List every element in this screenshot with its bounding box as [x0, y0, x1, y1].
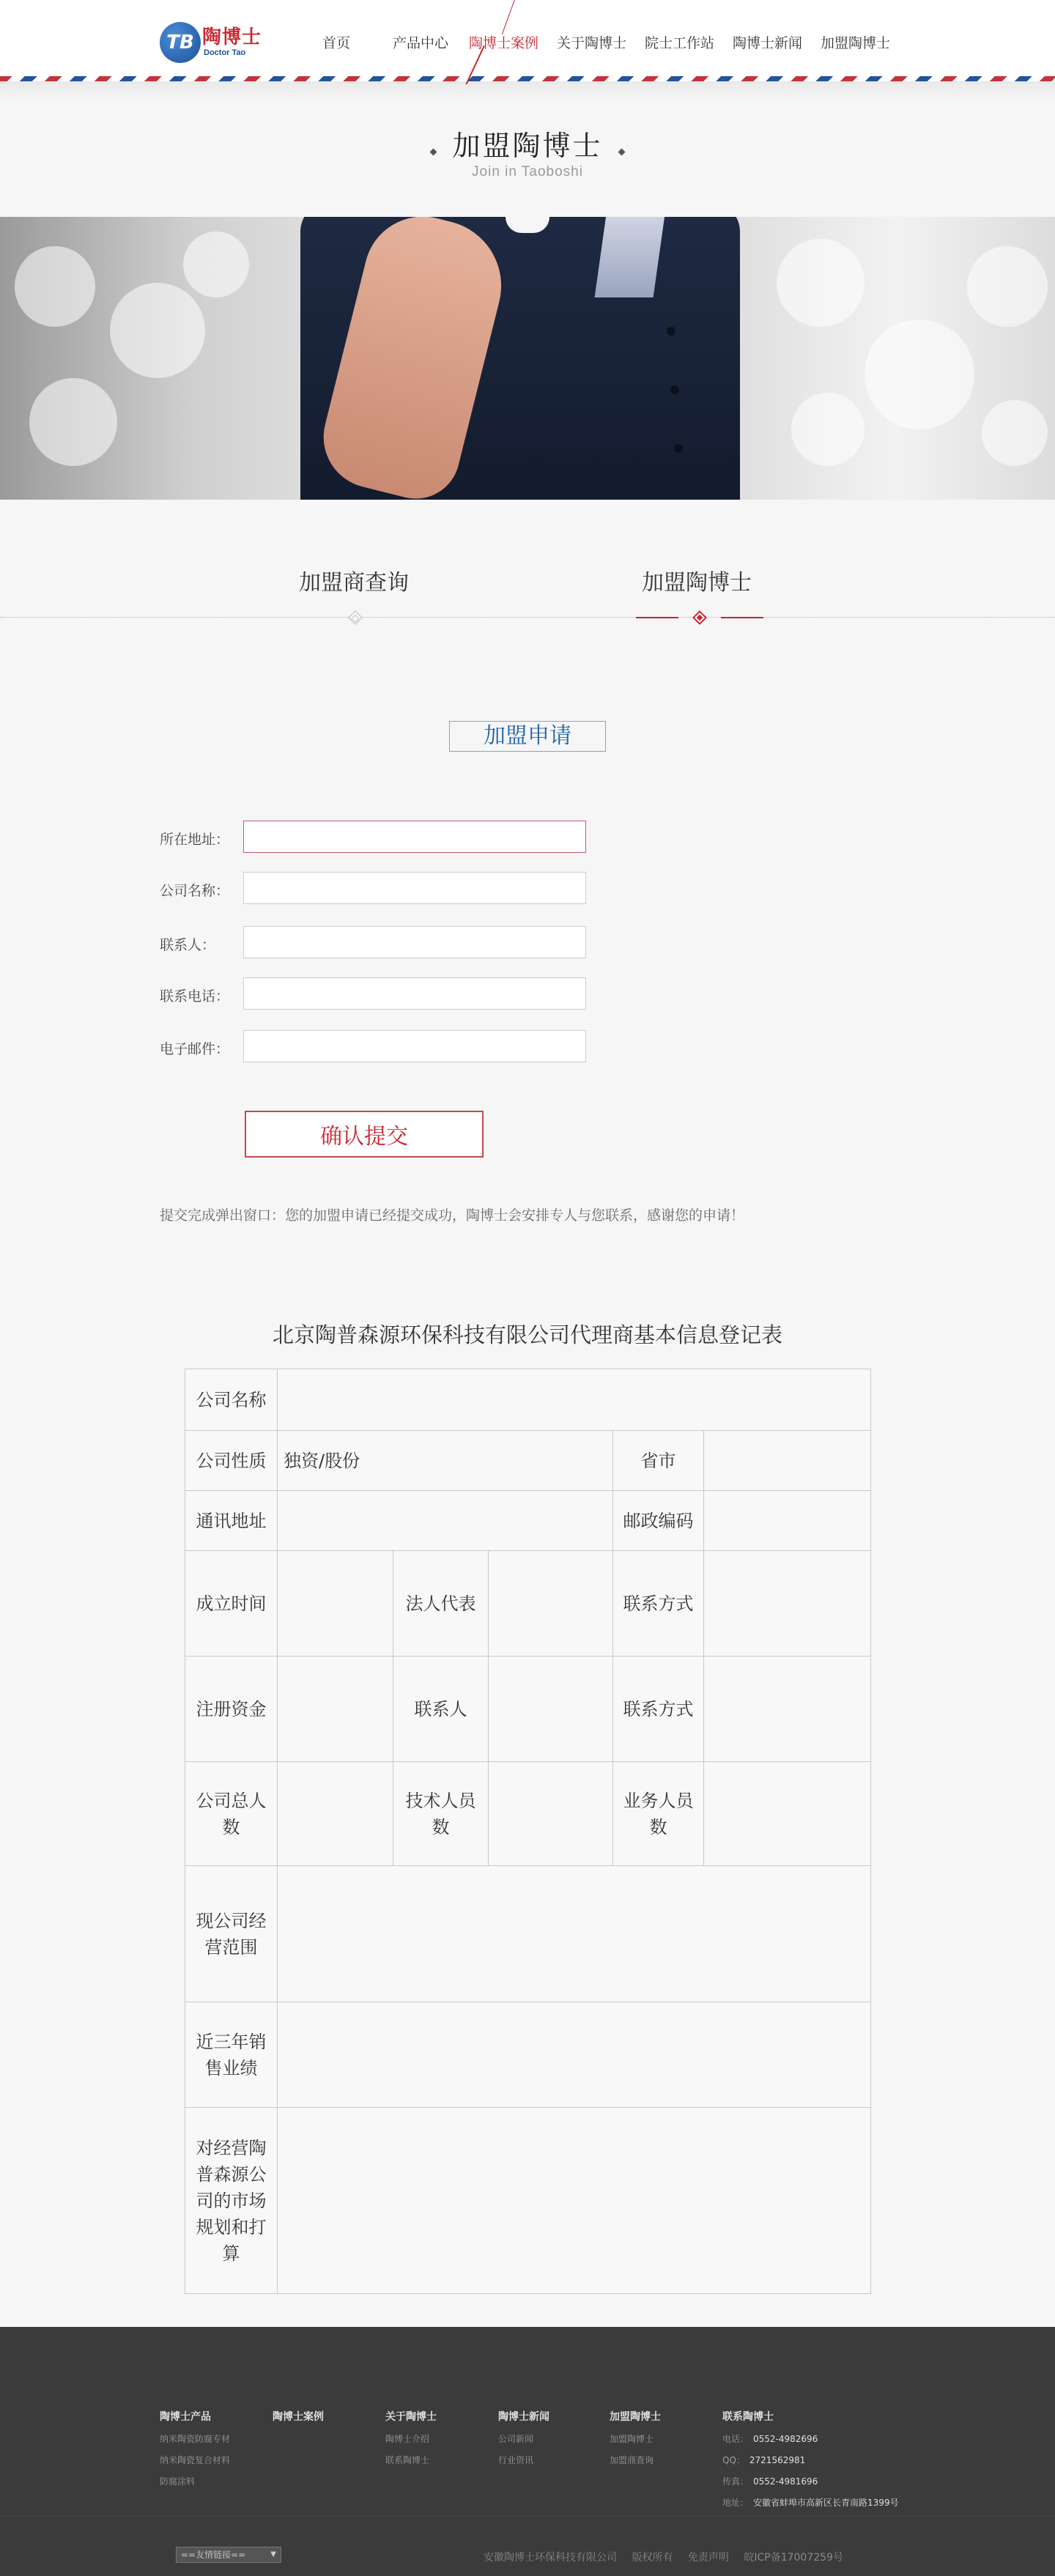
address-input[interactable]: [243, 821, 586, 853]
site-logo[interactable]: [160, 21, 267, 66]
footer-col-title: 加盟陶博士: [610, 2411, 661, 2423]
footer-link[interactable]: 加盟陶博士: [610, 2434, 654, 2444]
footer-link[interactable]: 陶博士介绍: [385, 2434, 430, 2444]
logo-tagline: Doctor Tao: [204, 48, 246, 57]
contact-label: 联系人：: [160, 937, 216, 953]
nav-accent-line: [502, 0, 517, 34]
contact-qq: QQ： 2721562981: [722, 2455, 806, 2465]
tech-staff-label: 技术人员数: [393, 1762, 489, 1866]
phone-input[interactable]: [243, 977, 586, 1010]
business-scope-label: 现公司经营范围: [185, 1866, 278, 2002]
table-row: [185, 1431, 871, 1491]
footer-link[interactable]: 联系陶博士: [385, 2455, 430, 2465]
address-label-cell: 通讯地址: [185, 1491, 278, 1551]
footer-col-title: 陶博士新闻: [498, 2411, 549, 2423]
company-label: 公司名称：: [160, 883, 230, 899]
footer-col-cases: [273, 2409, 324, 2424]
nav-home[interactable]: 首页: [322, 35, 351, 51]
contact-person-cell[interactable]: [489, 1657, 613, 1762]
footer-link[interactable]: 防腐涂料: [160, 2476, 196, 2487]
table-row: [185, 1491, 871, 1551]
form-row-contact: [160, 926, 599, 958]
submit-button[interactable]: 确认提交: [245, 1111, 484, 1158]
postcode-cell[interactable]: [704, 1491, 871, 1551]
copyright: [484, 2550, 855, 2564]
sales-staff-label: 业务人员数: [613, 1762, 704, 1866]
nav-products[interactable]: 产品中心: [393, 35, 449, 51]
founded-label: 成立时间: [185, 1551, 278, 1657]
footer-col-title[interactable]: 陶博士案例: [273, 2411, 324, 2423]
sales-staff-cell[interactable]: [704, 1762, 871, 1866]
registration-table: [185, 1369, 871, 2294]
page-subtitle: Join in Taoboshi: [472, 164, 583, 179]
footer-link[interactable]: 行业资讯: [498, 2455, 534, 2465]
form-heading: 加盟申请: [449, 721, 606, 752]
nav-news[interactable]: 陶博士新闻: [733, 35, 803, 51]
table-row: [185, 1762, 871, 1866]
company-name-label: 公司名称: [185, 1369, 278, 1431]
province-label: 省市: [613, 1431, 704, 1491]
company-type-label: 公司性质: [185, 1431, 278, 1491]
table-row: [185, 1657, 871, 1762]
capital-label: 注册资金: [185, 1657, 278, 1762]
tab-join[interactable]: 加盟陶博士: [642, 570, 752, 596]
copyright-rights: 版权所有: [632, 2552, 673, 2564]
email-input[interactable]: [243, 1030, 586, 1062]
diamond-icon: [618, 149, 625, 156]
site-footer: [0, 2327, 1055, 2576]
table-row: [185, 1369, 871, 1431]
table-row: [185, 2002, 871, 2108]
tech-staff-cell[interactable]: [489, 1762, 613, 1866]
footer-col-join: [610, 2409, 661, 2466]
footer-divider: [0, 2516, 1055, 2517]
footer-col-contact: [722, 2409, 899, 2509]
tab-dealer-query[interactable]: 加盟商查询: [299, 570, 409, 596]
footer-link[interactable]: 纳米陶瓷防腐专材: [160, 2434, 231, 2444]
capital-cell[interactable]: [278, 1657, 393, 1762]
nav-about[interactable]: 关于陶博士: [557, 35, 627, 51]
email-label: 电子邮件：: [160, 1041, 230, 1057]
contact-address: 地址： 安徽省蚌埠市高新区长青南路1399号: [722, 2498, 899, 2508]
business-scope-cell[interactable]: [278, 1866, 871, 2002]
logo-badge-icon: TB: [160, 22, 201, 63]
footer-col-title: 关于陶博士: [385, 2411, 437, 2423]
diamond-active-icon: [692, 610, 707, 625]
contact-method-cell[interactable]: [704, 1551, 871, 1657]
market-plan-label: 对经营陶普森源公司的市场规划和打算: [185, 2108, 278, 2294]
footer-col-about: [385, 2409, 437, 2466]
disclaimer-link[interactable]: 免责声明: [687, 2552, 729, 2564]
join-tabs: [0, 557, 1055, 630]
company-type-value: 独资/股份: [278, 1431, 613, 1491]
nav-workstation[interactable]: 院士工作站: [645, 35, 715, 51]
contact-input[interactable]: [243, 926, 586, 958]
table-row: [185, 1551, 871, 1657]
contact-method-label: 联系方式: [613, 1657, 704, 1762]
market-plan-cell[interactable]: [278, 2108, 871, 2294]
table-row: [185, 1866, 871, 2002]
footer-col-title: 陶博士产品: [160, 2411, 211, 2423]
diamond-icon: [430, 149, 437, 156]
company-input[interactable]: [243, 872, 586, 904]
icp-number[interactable]: 皖ICP备17007259号: [744, 2552, 843, 2564]
copyright-company: 安徽陶博士环保科技有限公司: [484, 2552, 617, 2564]
sales-3y-label: 近三年销售业绩: [185, 2002, 278, 2108]
legal-rep-label: 法人代表: [393, 1551, 489, 1657]
footer-link[interactable]: 纳米陶瓷复合材料: [160, 2455, 231, 2465]
footer-col-news: [498, 2409, 549, 2466]
contact-phone: 电话： 0552-4982696: [722, 2434, 818, 2444]
address-label: 所在地址：: [160, 832, 230, 848]
friend-links-select[interactable]: ==友情链接== ▼: [176, 2547, 281, 2563]
nav-cases[interactable]: 陶博士案例: [469, 35, 539, 51]
contact-person-label: 联系人: [393, 1657, 489, 1762]
logo-name: 陶博士: [202, 26, 262, 48]
footer-link[interactable]: 加盟商查询: [610, 2455, 654, 2465]
join-banner-image: [0, 217, 1055, 500]
staff-total-label: 公司总人数: [185, 1762, 278, 1866]
phone-label: 联系电话：: [160, 988, 230, 1004]
founded-cell[interactable]: [278, 1551, 393, 1657]
page-title: 加盟陶博士: [452, 130, 603, 162]
diamond-icon: [348, 610, 363, 625]
header-stripe: [0, 76, 1055, 81]
form-row-company: [160, 872, 599, 904]
form-row-phone: [160, 977, 599, 1010]
page-title-block: [0, 117, 1055, 190]
sales-3y-cell[interactable]: [278, 2002, 871, 2108]
footer-col-title: 联系陶博士: [722, 2411, 774, 2423]
contact-method-cell[interactable]: [704, 1657, 871, 1762]
form-row-address: [160, 821, 599, 853]
submit-note: 提交完成弹出窗口：您的加盟申请已经提交成功，陶博士会安排专人与您联系，感谢您的申请！: [160, 1207, 745, 1224]
staff-total-cell[interactable]: [278, 1762, 393, 1866]
registration-title: 北京陶普森源环保科技有限公司代理商基本信息登记表: [272, 1322, 782, 1347]
footer-col-products: [160, 2409, 230, 2487]
legal-rep-cell[interactable]: [489, 1551, 613, 1657]
site-header: [0, 0, 1055, 86]
company-name-cell[interactable]: [278, 1369, 871, 1431]
form-row-email: [160, 1030, 599, 1062]
header-shadow: [0, 81, 1055, 102]
table-row: [185, 2108, 871, 2294]
contact-fax: 传真： 0552-4981696: [722, 2476, 818, 2487]
tabs-divider: [0, 617, 1055, 618]
contact-method-label: 联系方式: [613, 1551, 704, 1657]
nav-join[interactable]: 加盟陶博士: [821, 35, 891, 51]
footer-link[interactable]: 公司新闻: [498, 2434, 534, 2444]
postcode-label: 邮政编码: [613, 1491, 704, 1551]
address-cell[interactable]: [278, 1491, 613, 1551]
province-cell[interactable]: [704, 1431, 871, 1491]
chevron-down-icon: ▼: [270, 2550, 276, 2558]
